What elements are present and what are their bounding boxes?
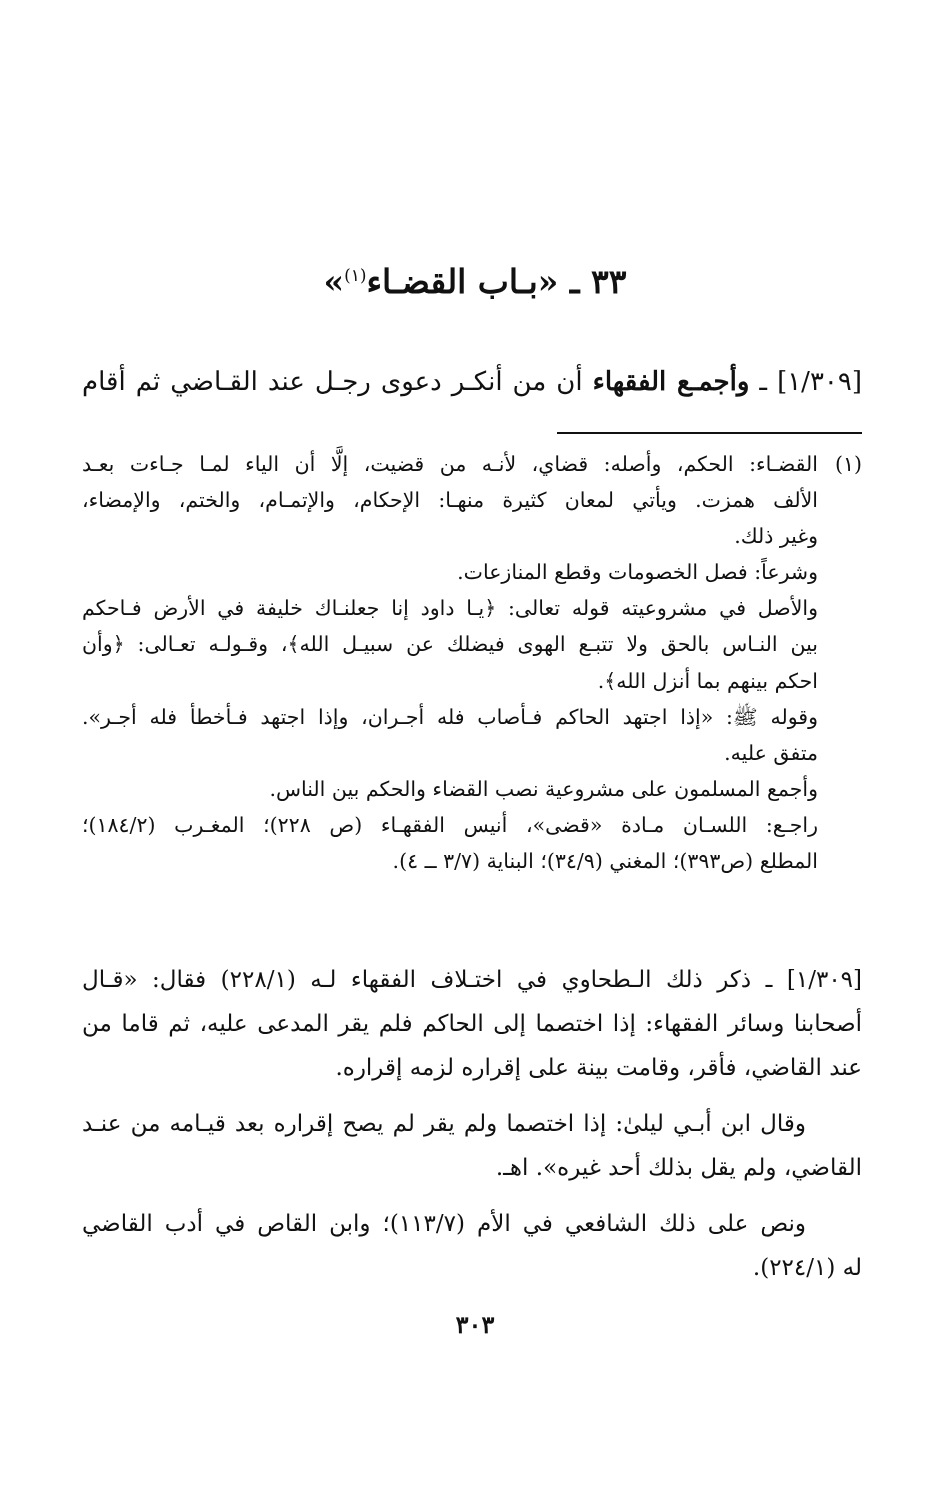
rule-statement	[82, 360, 862, 404]
paragraph-gap	[82, 1190, 862, 1202]
footnote	[82, 446, 862, 879]
rule-number: [١/٣٠٩] ـ	[759, 367, 862, 397]
commentary-line: وقال ابن أبـي ليلىٰ: إذا اختصما ولم يقر لم يصح إقراره بعد قيـامه من عنـد	[82, 1111, 806, 1137]
footnote-line: بين النـاس بالحق ولا تتبـع الهوى فيضلك عن سبيـل الله﴾، وقـولـه تعـالى: ﴿وأن	[82, 632, 818, 657]
footnote-line: وغير ذلك.	[734, 524, 818, 549]
chapter-title	[0, 262, 950, 301]
chapter-footnote-ref: (١)	[344, 266, 367, 286]
commentary-line: أصحابنا وسائر الفقهاء: إذا اختصما إلى الحاكم فلم يقر المدعى عليه، ثم قاما من	[82, 1011, 862, 1037]
footnote-line: الألف همزت. ويأتي لمعان كثيرة منهـا: الإحكام، والإتمـام، والختم، والإمضاء،	[82, 488, 818, 513]
footnote-line: وقوله ﷺ: «إذا اجتهد الحاكم فـأصاب فله أجـران، وإذا اجتهد فـأخطأ فله أجـر».	[82, 704, 818, 729]
footnote-separator	[557, 432, 862, 434]
commentary-line: القاضي، ولم يقل بذلك أحد غيره». اهـ.	[495, 1155, 862, 1181]
footnote-line: والأصل في مشروعيته قوله تعالى: ﴿يـا داود إنا جعلنـاك خليفة في الأرض فـاحكم	[82, 596, 818, 621]
rule-bold-text: وأجمـع الفقهاء	[592, 367, 750, 397]
commentary	[82, 958, 862, 1290]
footnote-line: متفق عليه.	[724, 740, 818, 765]
footnote-line: وشرعاً: فصل الخصومات وقطع المنازعات.	[457, 560, 818, 585]
page-number: ٣٠٣	[455, 1310, 495, 1339]
commentary-line: عند القاضي، فأقر، وقامت بينة على إقراره لزمه إقراره.	[335, 1055, 862, 1081]
footnote-line: راجـع: اللسـان مـادة «قضى»، أنيس الفقهـاء (ص ٢٢٨)؛ المغـرب (١٨٤/٢)؛	[82, 812, 818, 837]
footnote-line-text: القضـاء: الحكم، وأصله: قضاي، لأنـه من قضيت، إلَّا أن الياء لمـا جـاءت بعـد	[82, 452, 818, 476]
commentary-line: له (٢٢٤/١).	[752, 1255, 862, 1281]
chapter-title-text: ٣٣ ـ «بـاب القضـاء	[366, 262, 627, 301]
commentary-line: ونص على ذلك الشافعي في الأم (١١٣/٧)؛ وابن القاص في أدب القاضي	[82, 1211, 806, 1237]
footnote-line: وأجمع المسلمون على مشروعية نصب القضاء والحكم بين الناس.	[269, 776, 818, 801]
footnote-marker: (١)	[834, 452, 862, 476]
chapter-title-end: »	[323, 262, 345, 301]
footnote-line	[82, 446, 862, 482]
paragraph-gap	[82, 1090, 862, 1102]
rule-text: أن من أنكـر دعوى رجـل عند القـاضي ثم أقام	[82, 367, 583, 397]
footnote-line: احكم بينهم بما أنزل الله﴾.	[597, 668, 818, 693]
commentary-line: [١/٣٠٩] ـ ذكر ذلك الـطحاوي في اختـلاف الفقهاء لـه (٢٢٨/١) فقال: «قـال	[82, 967, 862, 993]
footnote-line: المطلع (ص٣٩٣)؛ المغني (٣٤/٩)؛ البناية (٣/٧ ــ ٤).	[392, 849, 818, 874]
